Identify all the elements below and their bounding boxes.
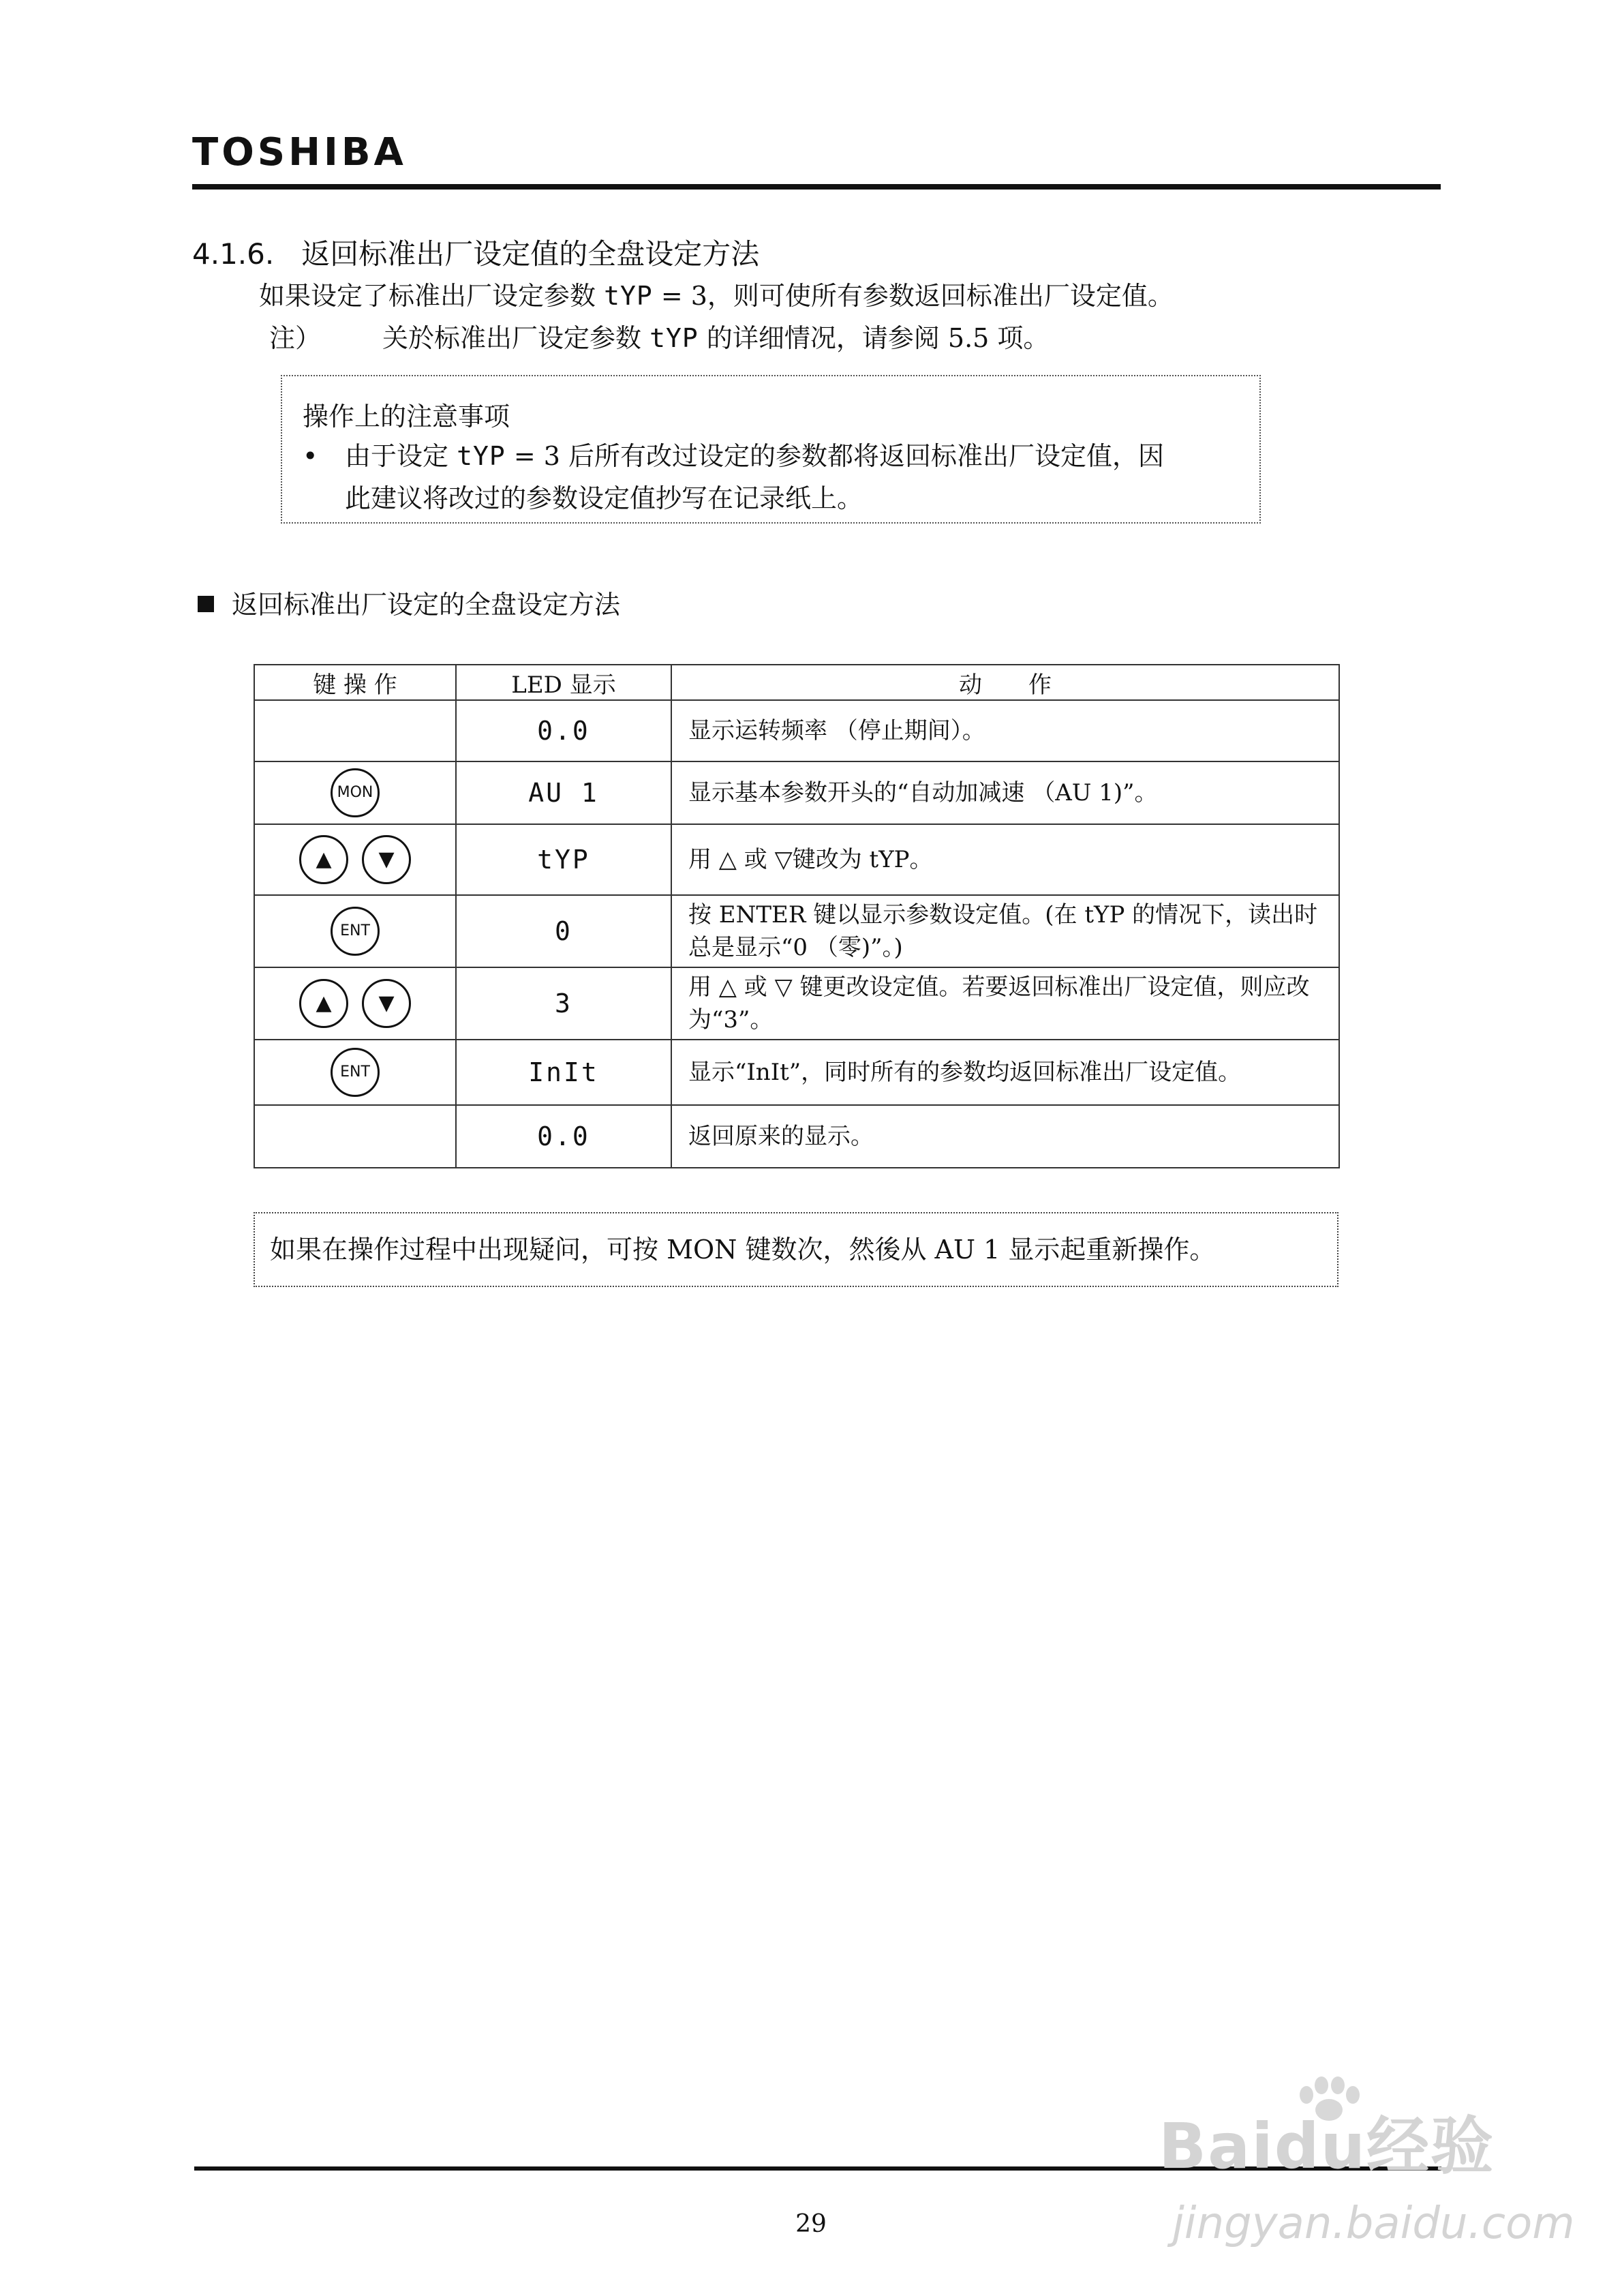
square-bullet-icon [198,596,214,612]
note-label: 注） [269,323,322,353]
intro-text-start: 如果设定了标准出厂设定参数 [259,281,605,311]
table-row [254,761,1339,824]
watermark-url: jingyan.baidu.com [1172,2199,1575,2249]
key-cell [254,967,456,1040]
hint-box: 如果在操作过程中出现疑问，可按 MON 键数次，然後从 AU 1 显示起重新操作。 [254,1212,1338,1287]
key-cell [254,824,456,895]
table-row [254,824,1339,895]
section-heading [192,237,759,271]
page-number: 29 [795,2210,827,2238]
intro-text-end: = 3，则可使所有参数返回标准出厂设定值。 [652,281,1174,311]
caution-text [303,435,1250,519]
action-cell: 显示运转频率 （停止期间）。 [671,700,1339,761]
mon-key-icon: MON [331,768,380,817]
caution-title: 操作上的注意事项 [303,402,510,432]
watermark [1159,2096,1575,2287]
led-cell: AU 1 [456,761,671,824]
note-text-start: 关於标准出厂设定参数 [382,323,650,353]
watermark-logo: Baidu经验 [1159,2110,1495,2183]
bullet: • [303,441,318,471]
note-text-end: 的详细情况，请参阅 5.5 项。 [698,323,1050,353]
intro-param-code: tYP [604,281,653,311]
table-row [254,895,1339,967]
caution-box [281,375,1261,524]
ent-key-icon: ENT [331,1048,380,1097]
header-rule [192,184,1441,190]
operation-table [254,664,1340,1168]
table-row [254,1040,1339,1105]
subheading [198,584,620,621]
up-key-icon: ▲ [299,835,348,884]
table-row [254,700,1339,761]
led-cell: 3 [456,967,671,1040]
note-paragraph [269,322,1049,355]
action-cell: 显示基本参数开头的“自动加减速 （AU 1)”。 [671,761,1339,824]
note-param-code: tYP [649,323,699,353]
key-cell [254,700,456,761]
header-action: 动 作 [671,665,1339,700]
led-cell: 0.0 [456,1105,671,1168]
action-cell: 按 ENTER 键以显示参数设定值。(在 tYP 的情况下，读出时总是显示“0 （零)”。) [671,895,1339,967]
caution-line1-start: 由于设定 [345,441,457,471]
action-cell: 用 △ 或 ▽ 键更改设定值。若要返回标准出厂设定值，则应改为“3”。 [671,967,1339,1040]
led-cell: 0.0 [456,700,671,761]
caution-param-code: tYP [457,441,506,471]
led-cell: 0 [456,895,671,967]
toshiba-logo: TOSHIBA [192,130,407,175]
table-row [254,1105,1339,1168]
key-cell [254,895,456,967]
action-cell: 用 △ 或 ▽键改为 tYP。 [671,824,1339,895]
down-key-icon: ▼ [362,835,411,884]
intro-paragraph [259,280,1174,313]
section-number: 4.1.6. [192,237,275,271]
key-cell [254,761,456,824]
table-header-row [254,665,1339,700]
header-led-display: LED 显示 [456,665,671,700]
caution-line1-end: = 3 后所有改过设定的参数都将返回标准出厂设定值，因 [505,441,1164,471]
led-cell: tYP [456,824,671,895]
down-key-icon: ▼ [362,979,411,1028]
section-title: 返回标准出厂设定值的全盘设定方法 [301,237,760,271]
action-cell: 返回原来的显示。 [671,1105,1339,1168]
key-cell [254,1040,456,1105]
up-key-icon: ▲ [299,979,348,1028]
key-cell [254,1105,456,1168]
table-row [254,967,1339,1040]
led-cell: InIt [456,1040,671,1105]
action-cell: 显示“InIt”，同时所有的参数均返回标准出厂设定值。 [671,1040,1339,1105]
caution-line2: 此建议将改过的参数设定值抄写在记录纸上。 [345,483,863,513]
ent-key-icon: ENT [331,907,380,956]
subheading-text: 返回标准出厂设定的全盘设定方法 [232,590,621,620]
header-key-operation: 键 操 作 [254,665,456,700]
